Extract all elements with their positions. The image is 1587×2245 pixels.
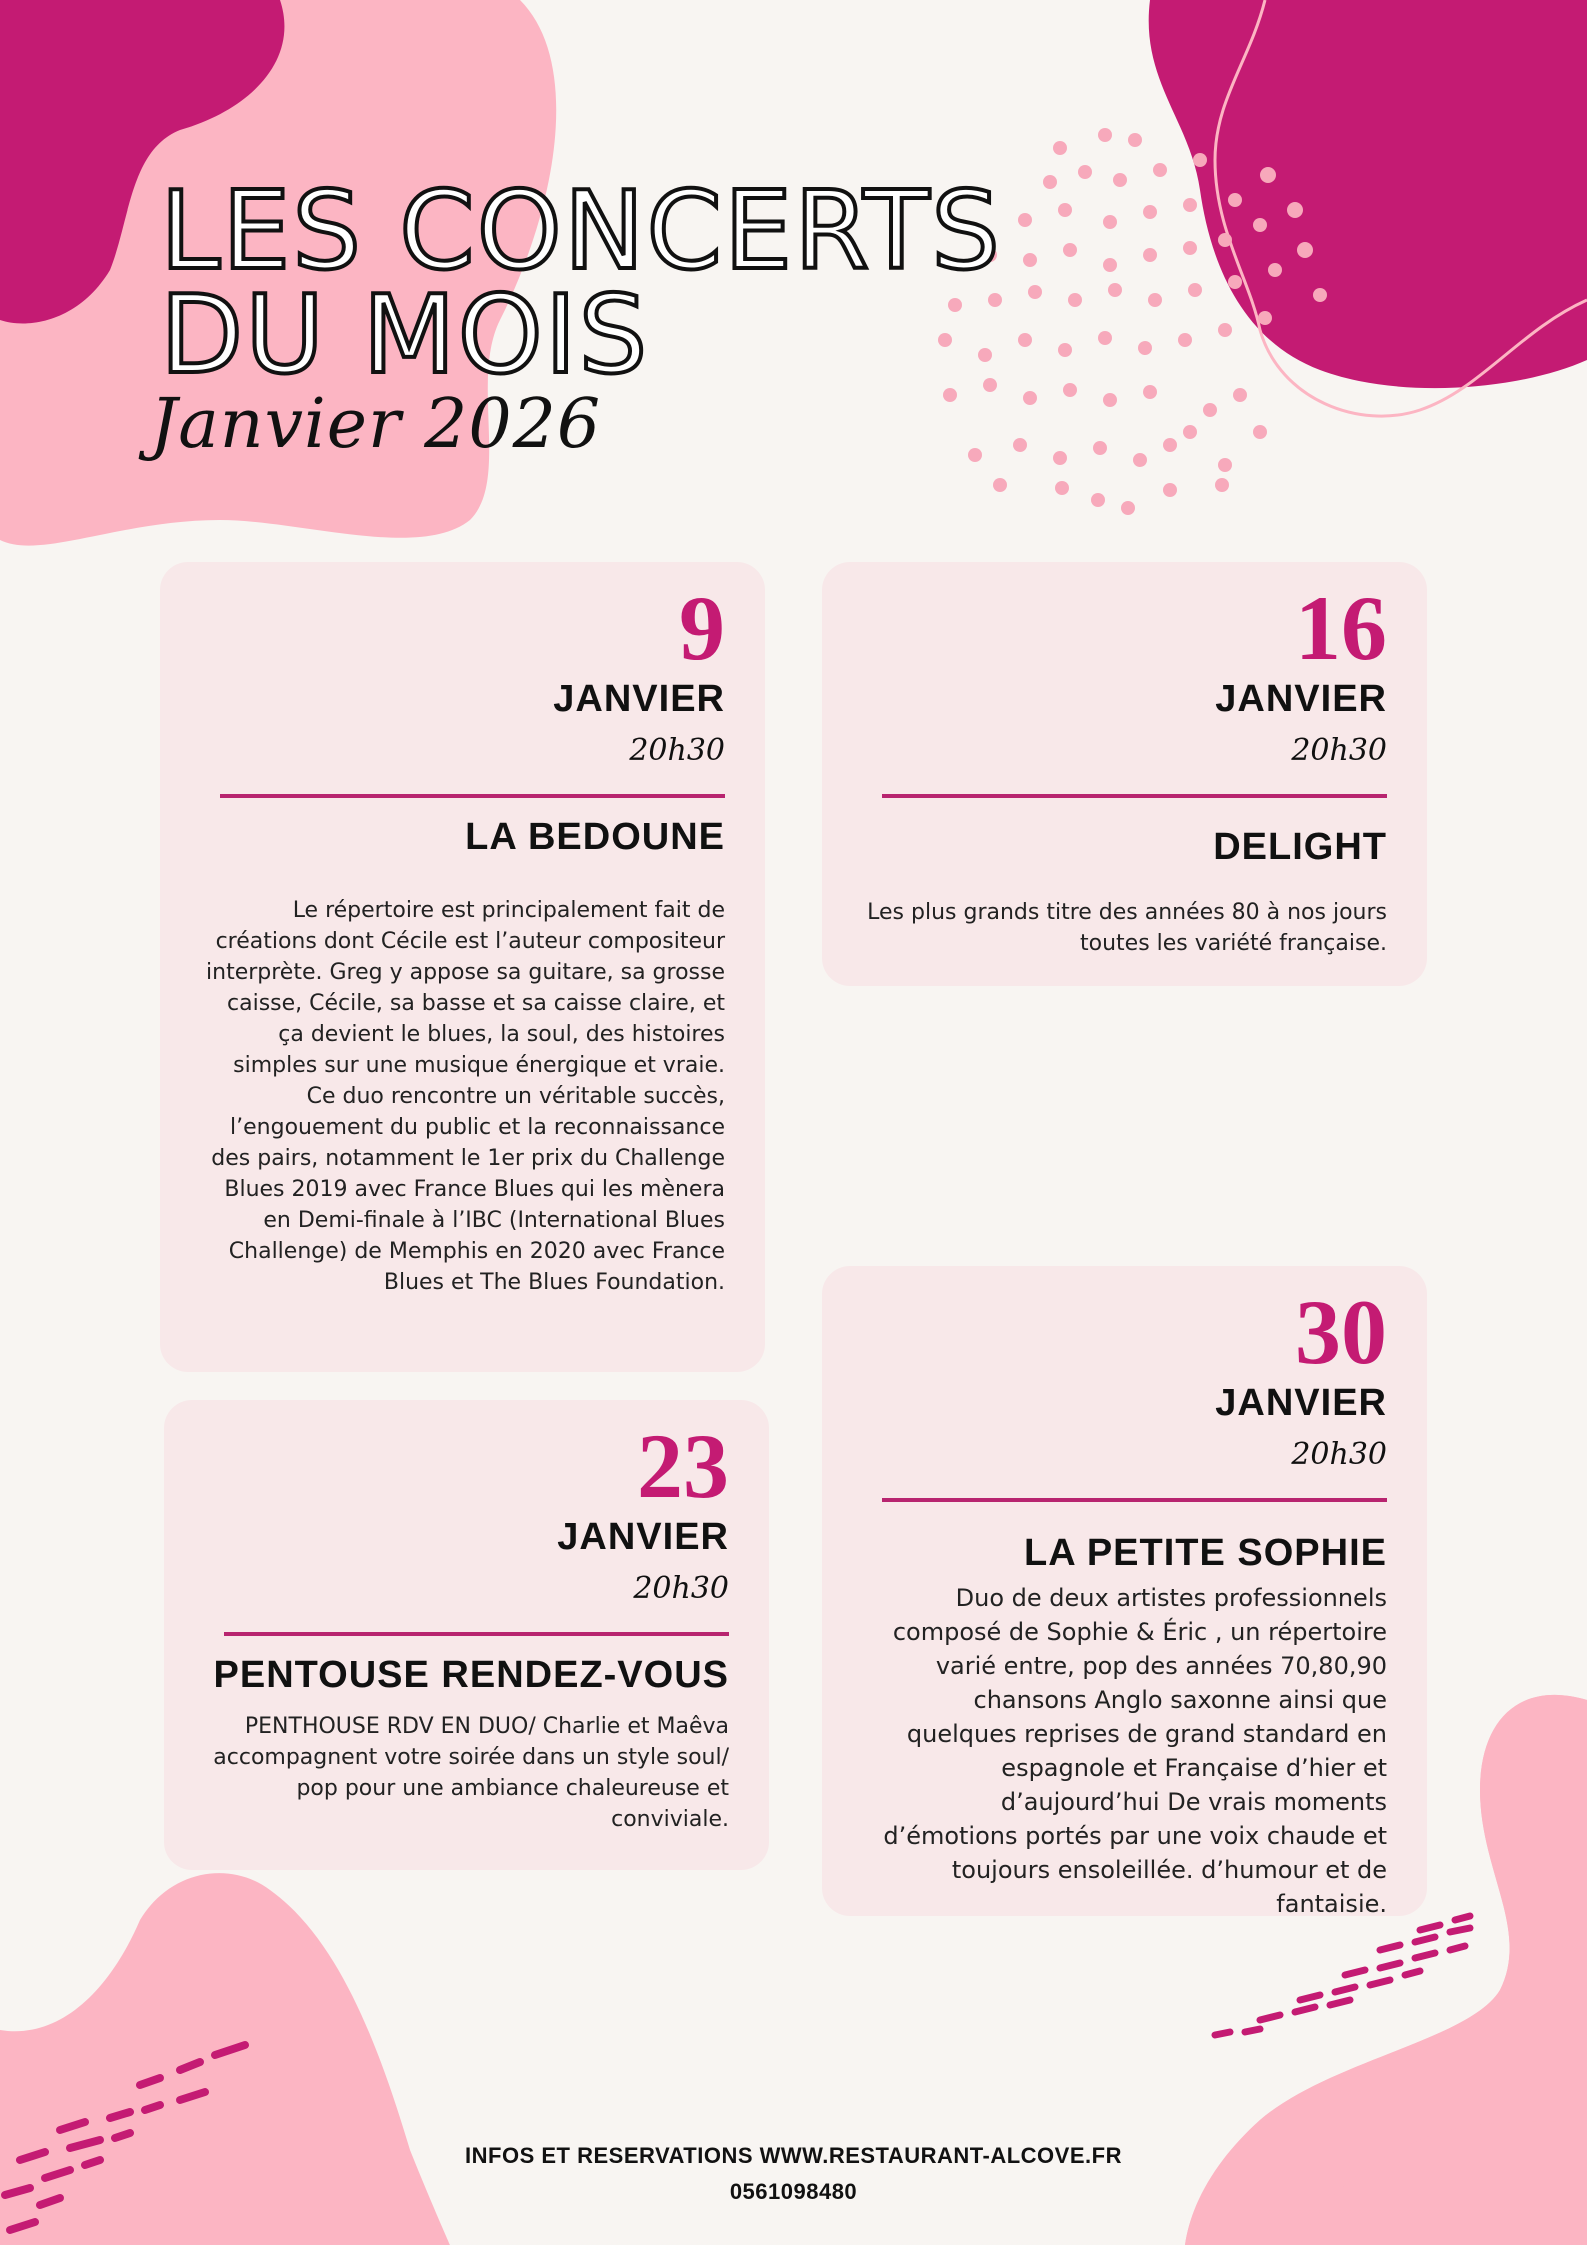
concert-day: 9 [679, 577, 725, 679]
month-subtitle: Janvier 2026 [150, 385, 602, 464]
concert-month: JANVIER [557, 1516, 729, 1558]
title-line-1: LES CONCERTS [160, 169, 1002, 294]
concert-month: JANVIER [1215, 1382, 1387, 1424]
concert-time: 20h30 [1291, 733, 1387, 768]
concert-artist: PENTOUSE RENDEZ-VOUS [213, 1654, 729, 1696]
concert-artist: LA PETITE SOPHIE [1024, 1532, 1387, 1574]
concert-month: JANVIER [1215, 678, 1387, 720]
footer-reservations: INFOS ET RESERVATIONS WWW.RESTAURANT-ALCOVE.FR [465, 2143, 1122, 2168]
divider [882, 794, 1387, 798]
concert-time: 20h30 [629, 733, 725, 768]
concert-description: Les plus grands titre des années 80 à nos jours toutes les variété française. [867, 900, 1387, 956]
concert-day: 16 [1295, 577, 1387, 679]
footer-info [0, 2138, 1587, 2210]
concert-artist: LA BEDOUNE [465, 816, 725, 858]
concert-card-16 [822, 562, 1427, 986]
concert-description: PENTHOUSE RDV EN DUO/ Charlie et Maêva accompagnent votre soirée dans un style soul/ pop pour une ambiance chaleureuse et conviviale. [213, 1714, 729, 1832]
divider [224, 1632, 729, 1636]
concert-day: 30 [1295, 1281, 1387, 1383]
page-title [160, 169, 1002, 398]
concert-time: 20h30 [1291, 1437, 1387, 1472]
divider [882, 1498, 1387, 1502]
concert-card-30 [822, 1266, 1427, 1916]
divider [220, 794, 725, 798]
concert-card-23 [164, 1400, 769, 1870]
concert-time: 20h30 [633, 1571, 729, 1606]
concert-description: Duo de deux artistes professionnels composé de Sophie & Éric , un répertoire varié entre, pop des années 70,80,90 chansons Anglo saxonne ainsi que quelques reprises de grand standard en espagnole et Française d’hier et d’aujourd’hui De vrais moments d’émotions portés par une voix chaude et toujours ensoleillée. d’humour et de fantaisie. [883, 1584, 1387, 1918]
top-right-magenta-blob [1149, 0, 1587, 388]
footer-phone: 0561098480 [729, 2179, 858, 2204]
concert-description: Le répertoire est principalement fait de créations dont Cécile est l’auteur compositeur interprète. Greg y appose sa guitare, sa grosse caisse, Cécile, sa basse et sa caisse claire, et ça devient le blues, la soul, des histoires simples sur une musique énergique et vraie. Ce duo rencontre un véritable succès, l’engouement du public et la reconnaissance des pairs, notamment le 1er prix du Challenge Blues 2019 avec France Blues qui les mènera en Demi-finale à l’IBC (International Blues Challenge) de Memphis en 2020 avec France Blues et The Blues Foundation. [206, 898, 725, 1295]
bottom-right-dashes [1215, 1916, 1470, 2035]
concert-artist: DELIGHT [1213, 826, 1387, 868]
concert-day: 23 [637, 1415, 729, 1517]
concert-card-9 [160, 562, 765, 1372]
concert-month: JANVIER [553, 678, 725, 720]
title-line-2: DU MOIS [160, 273, 650, 398]
